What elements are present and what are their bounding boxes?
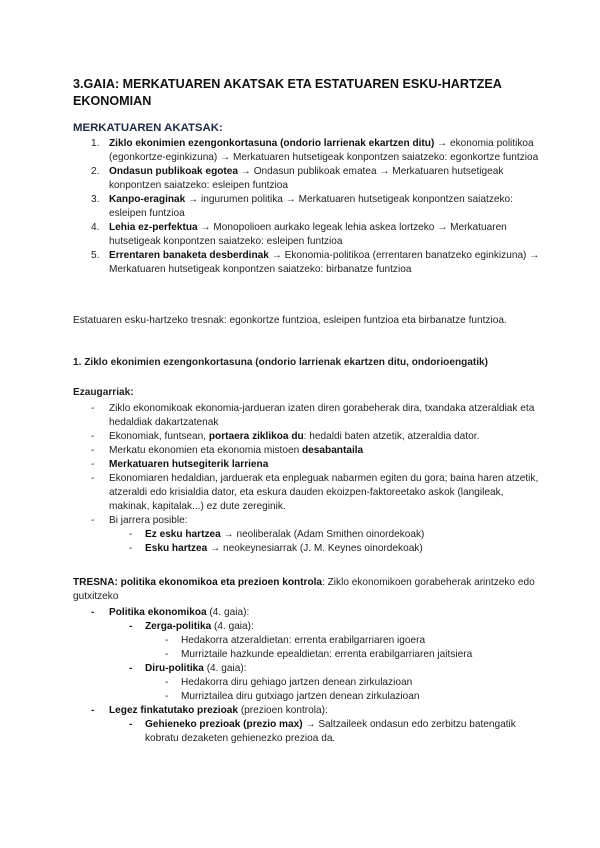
item-bold: Ondasun publikoak egotea <box>109 166 238 177</box>
item-bold: Kanpo-eraginak <box>109 194 186 205</box>
akatsak-item <box>73 221 543 249</box>
bullet-bold: portaera ziklikoa du <box>208 431 304 442</box>
bullet-dash: - <box>91 705 95 716</box>
item-text: → Monopolioen aurkako legeak lehia askea lortzeko → Merkatuaren hutsetigeak konpontzen saiatzeko: esleipen funtzioa <box>109 222 507 247</box>
section1-heading: 1. Ziklo ekonimien ezengonkortasuna (ondorio larrienak ekartzen ditu, ondorioengatik) <box>73 357 489 368</box>
list-item <box>73 662 543 676</box>
bullet-dash: - <box>129 663 133 674</box>
list-item <box>73 458 543 472</box>
bullet-dash: - <box>91 445 95 456</box>
item-number: 5. <box>91 250 100 261</box>
list-item <box>73 430 543 444</box>
list-item <box>73 634 543 648</box>
bullet-dash: - <box>165 635 169 646</box>
list-item <box>73 606 543 620</box>
bullet-dash: - <box>129 719 133 730</box>
item-text: → ingurumen politika → Merkatuaren hutsetigeak konpontzen saiatzeko: esleipen funtzioa <box>109 194 513 219</box>
bullet-bold: Legez finkatutako prezioak <box>109 705 239 716</box>
item-bold: Errentaren banaketa desberdinak <box>109 250 269 261</box>
bullet-dash: - <box>91 473 95 484</box>
bullet-text: → neoliberalak (Adam Smithen oinordekoak) <box>220 529 425 540</box>
list-item <box>73 528 543 542</box>
bullet-dash: - <box>129 621 133 632</box>
item-number: 1. <box>91 138 100 149</box>
item-text: → Ondasun publikoak ematea → Merkatuaren hutsetigeak konpontzen saiatzeko: esleipen funtzioa <box>109 166 504 191</box>
list-item <box>73 648 543 662</box>
akatsak-item <box>73 165 543 193</box>
bullet-bold: Diru-politika <box>145 663 204 674</box>
tresna-list <box>73 606 543 746</box>
bullet-bold: Esku hartzea <box>145 543 208 554</box>
item-number: 2. <box>91 166 100 177</box>
list-item <box>73 514 543 528</box>
list-item <box>73 676 543 690</box>
list-item <box>73 690 543 704</box>
bullet-text: : hedaldi baten atzetik, atzeraldia dator. <box>303 431 480 442</box>
bullet-dash: - <box>91 607 95 618</box>
tresna-text: : Ziklo ekonomikoen gorabeherak arintzeko edo gutxitzeko <box>73 577 535 602</box>
bullet-dash: - <box>91 431 95 442</box>
tresna-paragraph <box>73 576 538 604</box>
bullet-text: Murriztaile hazkunde epealdietan: errenta erabilgarriaren jaitsiera <box>181 649 473 660</box>
akatsak-list <box>73 137 543 277</box>
bullet-text: Hedakorra diru gehiago jartzen denean zirkulazioan <box>181 677 413 688</box>
bullet-dash: - <box>129 543 133 554</box>
bullet-text: (4. gaia): <box>206 607 250 618</box>
akatsak-item <box>73 249 543 277</box>
tresnak-paragraph: Estatuaren esku-hartzeko tresnak: egonkortze funtzioa, esleipen funtzioa eta birbanatze funtzioa. <box>73 315 507 326</box>
bullet-dash: - <box>129 529 133 540</box>
item-text: → Ekonomia-politikoa (errentaren banatzeko eginkizuna) → Merkatuaren hutsetigeak konpontzen saiatzeko: birbanatze funtzioa <box>109 250 540 275</box>
bullet-text: (4. gaia): <box>203 663 247 674</box>
bullet-text: Ekonomiaren hedaldian, jarduerak eta enpleguak nabarmen egiten du gora; baina haren atzetik, atzeraldi edo krisialdia dator, eta eskura dauden ekoizpen-faktoreetako askok (langileak, makinak, kapitalak...) ez dute zereginik. <box>109 473 539 512</box>
list-item <box>73 444 543 458</box>
list-item <box>73 704 543 718</box>
akatsak-heading: MERKATUAREN AKATSAK: <box>73 122 223 134</box>
bullet-dash: - <box>91 515 95 526</box>
list-item <box>73 402 543 430</box>
bullet-text: (4. gaia): <box>211 621 254 632</box>
bullet-bold: Merkatuaren hutsegiterik larriena <box>109 459 269 470</box>
bullet-text: Ekonomiak, funtsean, <box>109 431 209 442</box>
bullet-dash: - <box>91 459 95 470</box>
akatsak-item <box>73 193 543 221</box>
bullet-bold: Gehieneko prezioak (prezio max) <box>145 719 303 730</box>
bullet-text: (prezioen kontrola): <box>238 705 328 716</box>
bullet-text: Ziklo ekonomikoak ekonomia-jardueran izaten diren gorabeherak dira, txandaka atzeraldiak eta hedaldiak dakartzatenak <box>109 403 535 428</box>
page-title: 3.GAIA: MERKATUAREN AKATSAK ETA ESTATUAREN ESKU-HARTZEA EKONOMIAN <box>73 77 502 108</box>
bullet-text: → Saltzaileek ondasun edo zerbitzu batengatik kobratu dezaketen gehienezko prezioa da. <box>145 719 516 744</box>
bullet-dash: - <box>91 403 95 414</box>
bullet-bold: Politika ekonomikoa <box>109 607 207 618</box>
bullet-text: Merkatu ekonomien eta ekonomia mistoen <box>109 445 303 456</box>
item-bold: Lehia ez-perfektua <box>109 222 198 233</box>
bullet-dash: - <box>165 649 169 660</box>
bullet-dash: - <box>165 677 169 688</box>
bullet-bold: Zerga-politika <box>145 621 212 632</box>
list-item <box>73 472 543 514</box>
bullet-text: Bi jarrera posible: <box>109 515 188 526</box>
item-bold: Ziklo ekonimien ezengonkortasuna (ondorio larrienak ekartzen ditu) <box>109 138 435 149</box>
item-number: 3. <box>91 194 100 205</box>
bullet-bold: desabantaila <box>302 445 364 456</box>
bullet-dash: - <box>165 691 169 702</box>
bullet-text: → neokeynesiarrak (J. M. Keynes oinordekoak) <box>207 543 423 554</box>
list-item <box>73 718 543 746</box>
bullet-bold: Ez esku hartzea <box>145 529 221 540</box>
list-item <box>73 542 543 556</box>
bullet-text: Murriztailea diru gutxiago jartzen denean zirkulazioan <box>181 691 420 702</box>
ezaugarriak-list <box>73 402 543 556</box>
item-number: 4. <box>91 222 100 233</box>
akatsak-item <box>73 137 543 165</box>
ezaugarriak-label: Ezaugarriak: <box>73 387 134 398</box>
bullet-text: Hedakorra atzeraldietan: errenta erabilgarriaren igoera <box>181 635 426 646</box>
item-text: → ekonomia politikoa (egonkortze-eginkizuna) → Merkatuaren hutsetigeak konpontzen saiatzeko: egonkortze funtzioa <box>109 138 539 163</box>
tresna-label: TRESNA: politika ekonomikoa eta prezioen kontrola <box>73 577 323 588</box>
list-item <box>73 620 543 634</box>
